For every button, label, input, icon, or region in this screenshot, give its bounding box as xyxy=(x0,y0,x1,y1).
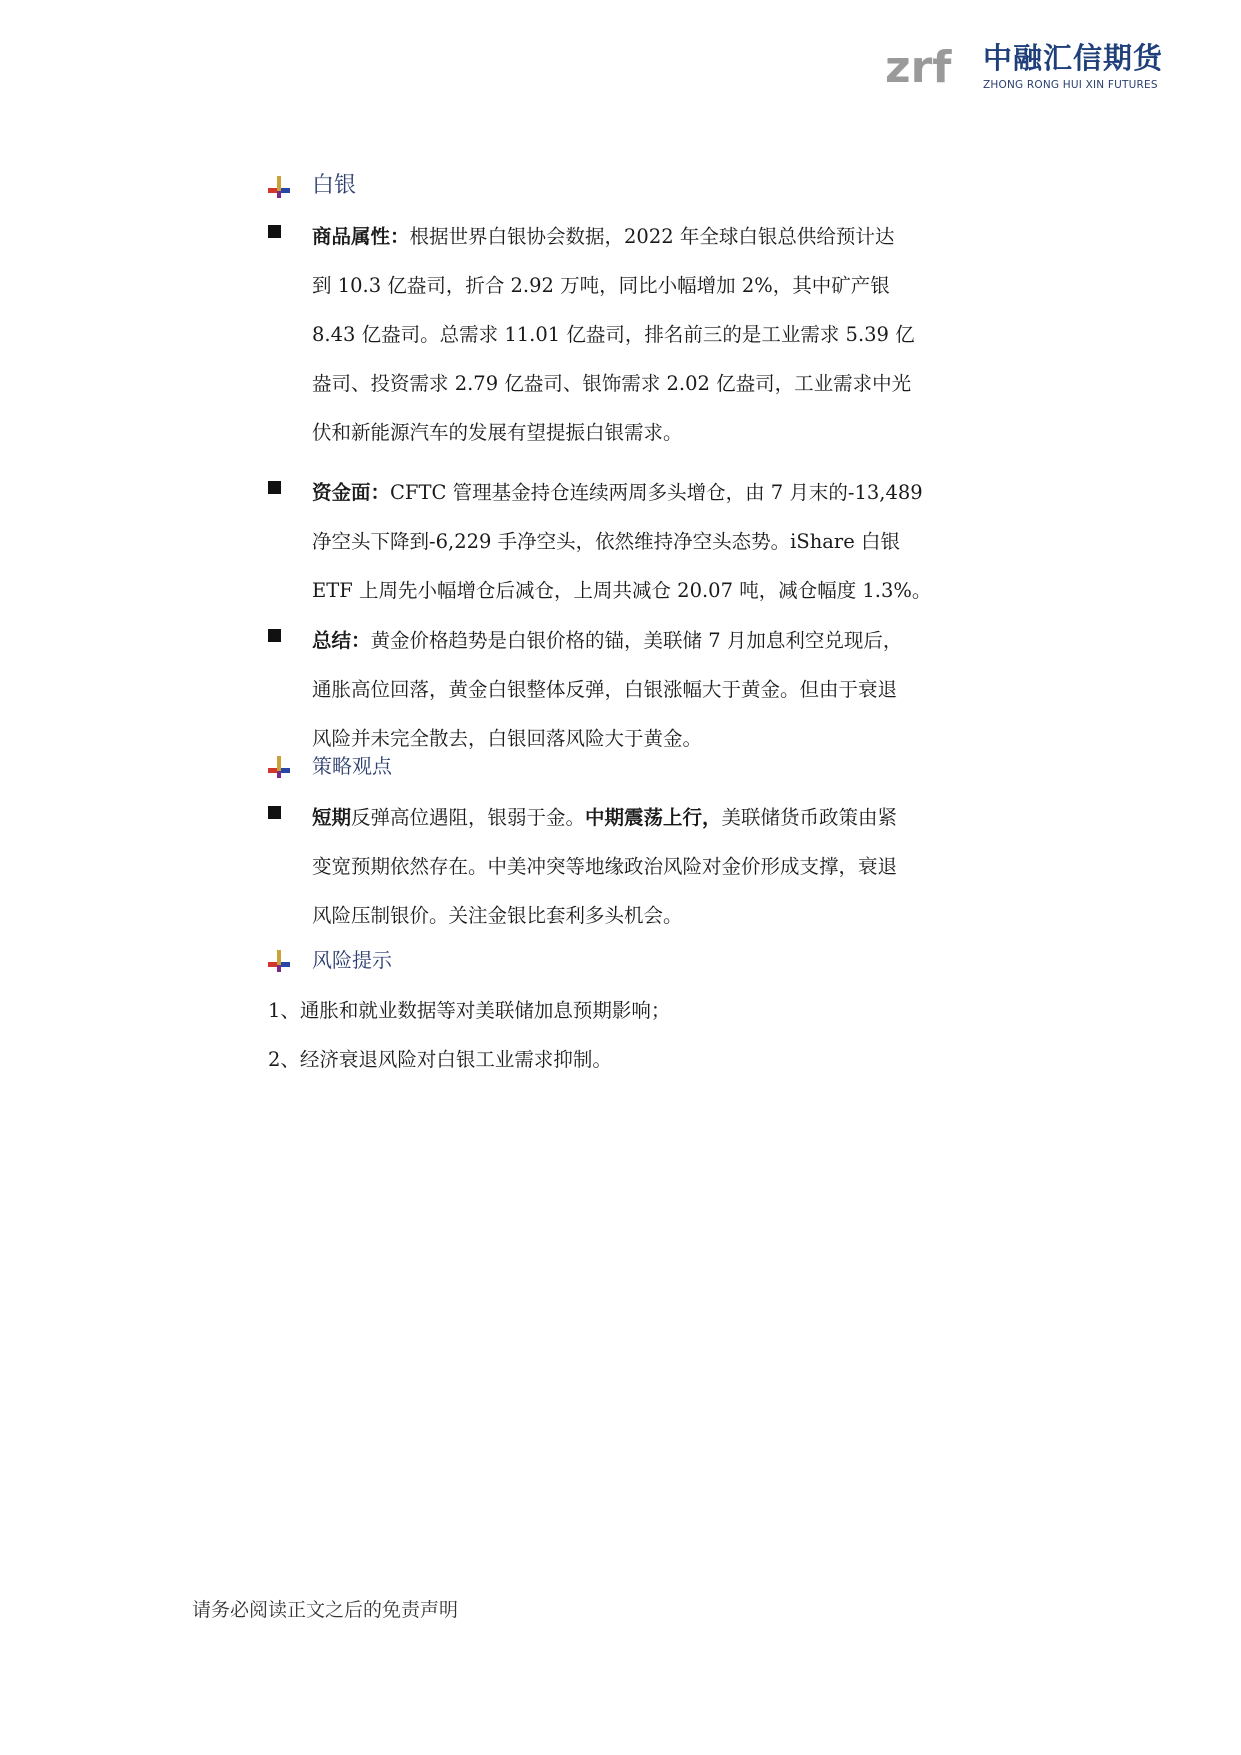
text-line: 到 10.3 亿盎司，折合 2.92 万吨，同比小幅增加 2%，其中矿产银 xyxy=(312,274,890,297)
section-marker-icon xyxy=(268,756,290,778)
footer-disclaimer: 请务必阅读正文之后的免责声明 xyxy=(192,1599,459,1621)
bullet-keyword: 总结： xyxy=(312,629,371,652)
section-marker-icon xyxy=(268,176,290,198)
bullet-square-icon xyxy=(268,225,281,238)
text-line: ETF 上周先小幅增仓后减仓，上周共减仓 20.07 吨，减仓幅度 1.3%。 xyxy=(312,579,932,602)
bullet-paragraph xyxy=(312,468,984,615)
bullet-fund-flows xyxy=(268,468,988,615)
text-line: 通胀高位回落，黄金白银整体反弹，白银涨幅大于黄金。但由于衰退 xyxy=(312,678,898,701)
section-marker-icon xyxy=(268,950,290,972)
text-line: 盎司、投资需求 2.79 亿盎司、银饰需求 2.02 亿盎司，工业需求中光 xyxy=(312,372,912,395)
bullet-commodity-attributes xyxy=(268,212,988,457)
bullet-keyword: 短期 xyxy=(312,806,352,829)
bullet-paragraph xyxy=(312,793,984,940)
svg-text:zrf: zrf xyxy=(885,42,952,92)
text-line: 风险并未完全散去，白银回落风险大于黄金。 xyxy=(312,727,703,750)
bullet-keyword: 中期震荡上行， xyxy=(585,806,722,829)
bullet-paragraph xyxy=(312,212,984,457)
text-line: 风险压制银价。关注金银比套利多头机会。 xyxy=(312,904,683,927)
bullet-square-icon xyxy=(268,481,281,494)
bullet-summary xyxy=(268,616,988,763)
bullet-keyword: 商品属性： xyxy=(312,225,410,248)
text-line: 根据世界白银协会数据，2022 年全球白银总供给预计达 xyxy=(409,225,895,248)
text-line: 8.43 亿盎司。总需求 11.01 亿盎司，排名前三的是工业需求 5.39 亿 xyxy=(312,323,915,346)
logo-english-name: ZHONG RONG HUI XIN FUTURES xyxy=(983,79,1158,91)
text-line: CFTC 管理基金持仓连续两周多头增仓，由 7 月末的-13,489 xyxy=(390,481,923,504)
text-line: 变宽预期依然存在。中美冲突等地缘政治风险对金价形成支撑，衰退 xyxy=(312,855,898,878)
text-segment: 反弹高位遇阻，银弱于金。 xyxy=(351,806,586,829)
logo-chinese-name: 中融汇信期货 xyxy=(983,41,1164,75)
risk-item: 2、经济衰退风险对白银工业需求抑制。 xyxy=(268,1048,612,1071)
text-line: 黄金价格趋势是白银价格的锚，美联储 7 月加息利空兑现后， xyxy=(370,629,903,652)
section-title: 风险提示 xyxy=(312,948,392,972)
bullet-square-icon xyxy=(268,806,281,819)
bullet-strategy xyxy=(268,793,988,940)
text-segment: 美联储货币政策由紧 xyxy=(721,806,898,829)
text-line: 净空头下降到-6,229 手净空头，依然维持净空头态势。iShare 白银 xyxy=(312,530,900,553)
text-line: 伏和新能源汽车的发展有望提振白银需求。 xyxy=(312,421,683,444)
bullet-square-icon xyxy=(268,629,281,642)
section-title: 白银 xyxy=(312,173,357,198)
company-logo xyxy=(885,26,1170,96)
zrf-logo-mark xyxy=(885,30,977,92)
risk-item: 1、通胀和就业数据等对美联储加息预期影响； xyxy=(268,999,671,1022)
section-title: 策略观点 xyxy=(312,754,392,778)
bullet-keyword: 资金面： xyxy=(312,481,391,504)
bullet-paragraph xyxy=(312,616,984,763)
